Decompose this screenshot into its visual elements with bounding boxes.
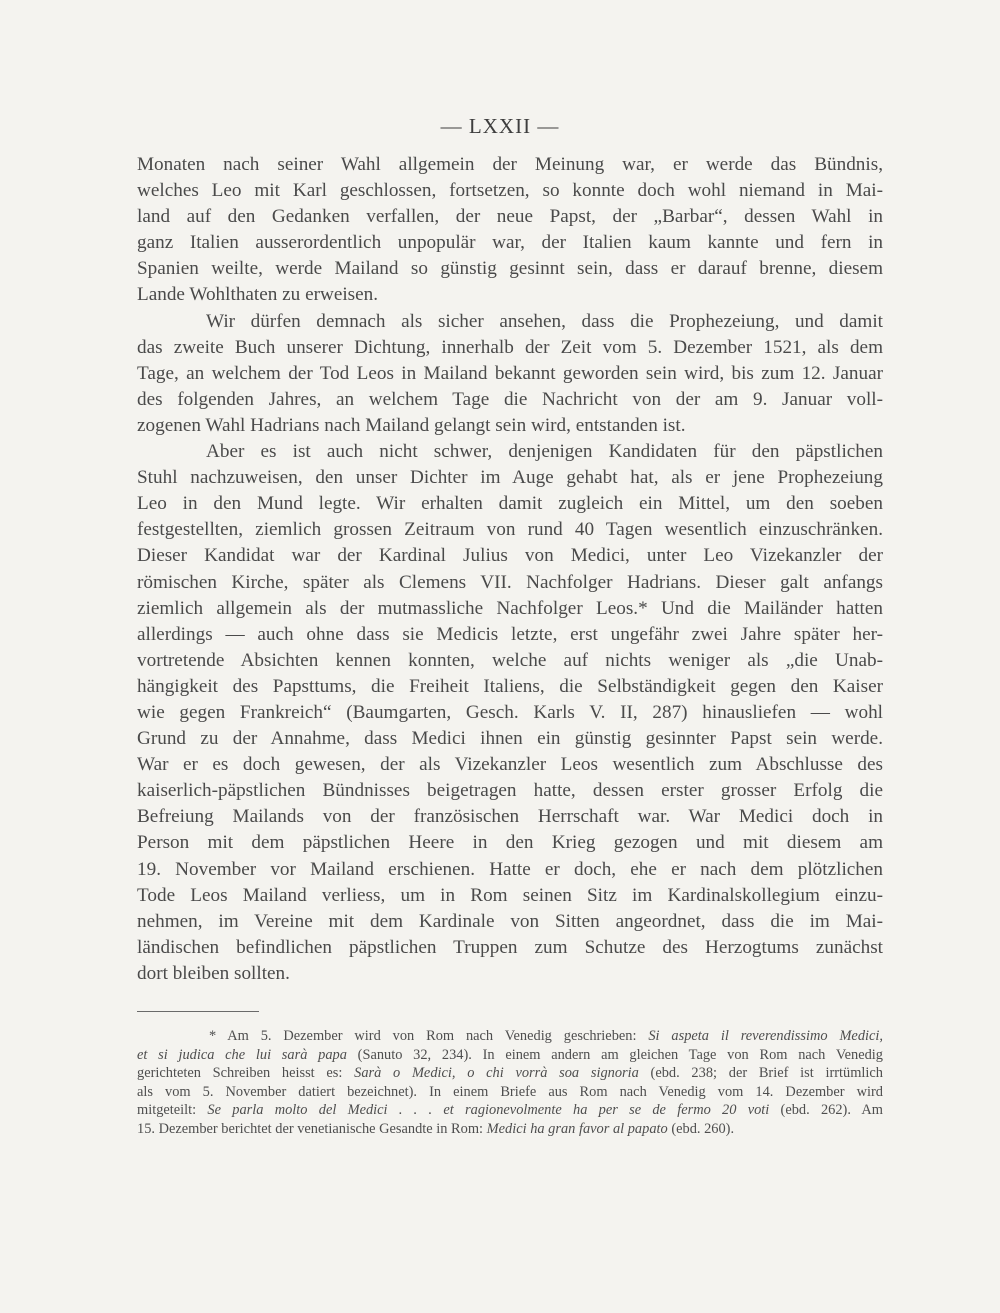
- body-line: nehmen, im Vereine mit dem Kardinale von Sitten angeordnet, dass die im Mai-: [137, 910, 883, 932]
- body-line: dort bleiben sollten.: [137, 962, 290, 984]
- body-line: Person mit dem päpstlichen Heere in den Krieg gezogen und mit diesem am: [137, 832, 883, 854]
- body-line: Monaten nach seiner Wahl allgemein der Meinung war, er werde das Bündnis,: [137, 154, 883, 175]
- footnote-text: als vom 5. November datiert bezeichnet). In einem Briefe aus Rom nach Venedig vom 14. Dezember wird: [137, 1083, 883, 1100]
- body-line: Spanien weilte, werde Mailand so günstig gesinnt sein, dass er darauf brenne, diesem: [137, 258, 883, 280]
- body-line: 19. November vor Mailand erschienen. Hatte er doch, ehe er nach dem plötzlichen: [137, 858, 883, 880]
- body-line: War er es doch gewesen, der als Vizekanzler Leos wesentlich zum Abschlusse des: [137, 754, 883, 776]
- body-line: Tode Leos Mailand verliess, um in Rom seinen Sitz im Kardinalskollegium einzu-: [137, 884, 883, 906]
- body-text: [137, 152, 883, 987]
- body-line: Aber es ist auch nicht schwer, denjenigen Kandidaten für den päpstlichen: [206, 441, 883, 463]
- body-line: kaiserlich-päpstlichen Bündnisses beigetragen hatte, dessen erster grosser Erfolg die: [137, 780, 883, 802]
- body-line: land auf den Gedanken verfallen, der neue Papst, der „Barbar“, dessen Wahl in: [137, 206, 883, 228]
- footnote-italic-quote: Si aspeta il reverendissimo Medici,: [648, 1028, 883, 1044]
- body-line: wie gegen Frankreich“ (Baumgarten, Gesch. Karls V. II, 287) hinausliefen — wohl: [137, 701, 883, 723]
- footnote-line: [137, 1120, 883, 1139]
- body-line: Wir dürfen demnach als sicher ansehen, dass die Prophezeiung, und damit: [206, 310, 883, 332]
- body-line: Dieser Kandidat war der Kardinal Julius von Medici, unter Leo Vizekanzler der: [137, 545, 883, 567]
- body-line: welches Leo mit Karl geschlossen, fortsetzen, so konnte doch wohl niemand in Mai-: [137, 180, 883, 202]
- body-line: zogenen Wahl Hadrians nach Mailand gelangt sein wird, entstanden ist.: [137, 414, 686, 436]
- footnote-text: * Am 5. Dezember wird von Rom nach Venedig geschrieben:: [209, 1028, 649, 1044]
- footnote-line: [137, 1046, 883, 1065]
- body-line: des folgenden Jahres, an welchem Tage die Nachricht von der am 9. Januar voll-: [137, 388, 883, 410]
- footnote-line: [137, 1083, 883, 1102]
- body-line: vortretende Absichten kennen konnten, welche auf nichts weniger als „die Unab-: [137, 649, 883, 671]
- body-line: Grund zu der Annahme, dass Medici ihnen ein günstig gesinnter Papst sein werde.: [137, 728, 883, 750]
- footnote-text: (ebd. 262). Am: [769, 1102, 884, 1119]
- footnote-italic-quote: Se parla molto del Medici . . . et ragionevolmente ha per se de fermo 20 voti: [207, 1102, 770, 1119]
- footnote-line: [137, 1101, 883, 1120]
- body-line: Leo in den Mund legte. Wir erhalten damit zugleich ein Mittel, um den soeben: [137, 493, 883, 515]
- body-line: Tage, an welchem der Tod Leos in Mailand bekannt geworden sein wird, bis zum 12. Januar: [137, 362, 883, 384]
- body-line: allerdings — auch ohne dass sie Medicis letzte, erst ungefähr zwei Jahre später her-: [137, 623, 883, 645]
- body-line: römischen Kirche, später als Clemens VII. Nachfolger Hadrians. Dieser galt anfangs: [137, 571, 883, 593]
- footnote-text: (Sanuto 32, 234). In einem andern am gleichen Tage von Rom nach Venedig: [346, 1046, 883, 1063]
- footnote-text: gerichteten Schreiben heisst es:: [137, 1065, 355, 1082]
- body-line: Stuhl nachzuweisen, den unser Dichter im Auge gehabt hat, als er jene Prophezeiung: [137, 467, 883, 489]
- footnote-line: [137, 1064, 883, 1083]
- body-line: das zweite Buch unserer Dichtung, innerhalb der Zeit vom 5. Dezember 1521, als dem: [137, 336, 883, 358]
- footnote-italic-quote: Medici ha gran favor al papato: [486, 1120, 668, 1137]
- body-line: ländischen befindlichen päpstlichen Truppen zum Schutze des Herzogtums zunächst: [137, 936, 883, 958]
- footnote-text: 15. Dezember berichtet der venetianische Gesandte in Rom:: [137, 1120, 487, 1137]
- page-number: — LXXII —: [440, 114, 560, 138]
- footnote-text: (ebd. 260).: [667, 1120, 735, 1137]
- body-line: festgestellten, ziemlich grossen Zeitraum von rund 40 Tagen wesentlich einzuschränken.: [137, 519, 883, 541]
- body-line: Befreiung Mailands von der französischen Herrschaft war. War Medici doch in: [137, 806, 883, 828]
- footnotes: [137, 1027, 883, 1139]
- footnote-italic-quote: Sarà o Medici, o chi vorrà soa signoria: [354, 1065, 639, 1082]
- footnote-divider: [137, 1011, 259, 1012]
- body-line: Lande Wohlthaten zu erweisen.: [137, 284, 379, 306]
- footnote-line: [137, 1027, 883, 1046]
- body-line: hängigkeit des Papsttums, die Freiheit Italiens, die Selbständigkeit gegen den Kaiser: [137, 675, 883, 697]
- body-line: ganz Italien ausserordentlich unpopulär war, der Italien kaum kannte und fern in: [137, 232, 883, 254]
- footnote-text: mitgeteilt:: [137, 1102, 208, 1119]
- body-line: ziemlich allgemein als der mutmassliche Nachfolger Leos.* Und die Mailänder hatten: [137, 597, 883, 619]
- footnote-italic-quote: et si judica che lui sarà papa: [137, 1046, 347, 1063]
- footnote-text: (ebd. 238; der Brief ist irrtümlich: [638, 1065, 883, 1082]
